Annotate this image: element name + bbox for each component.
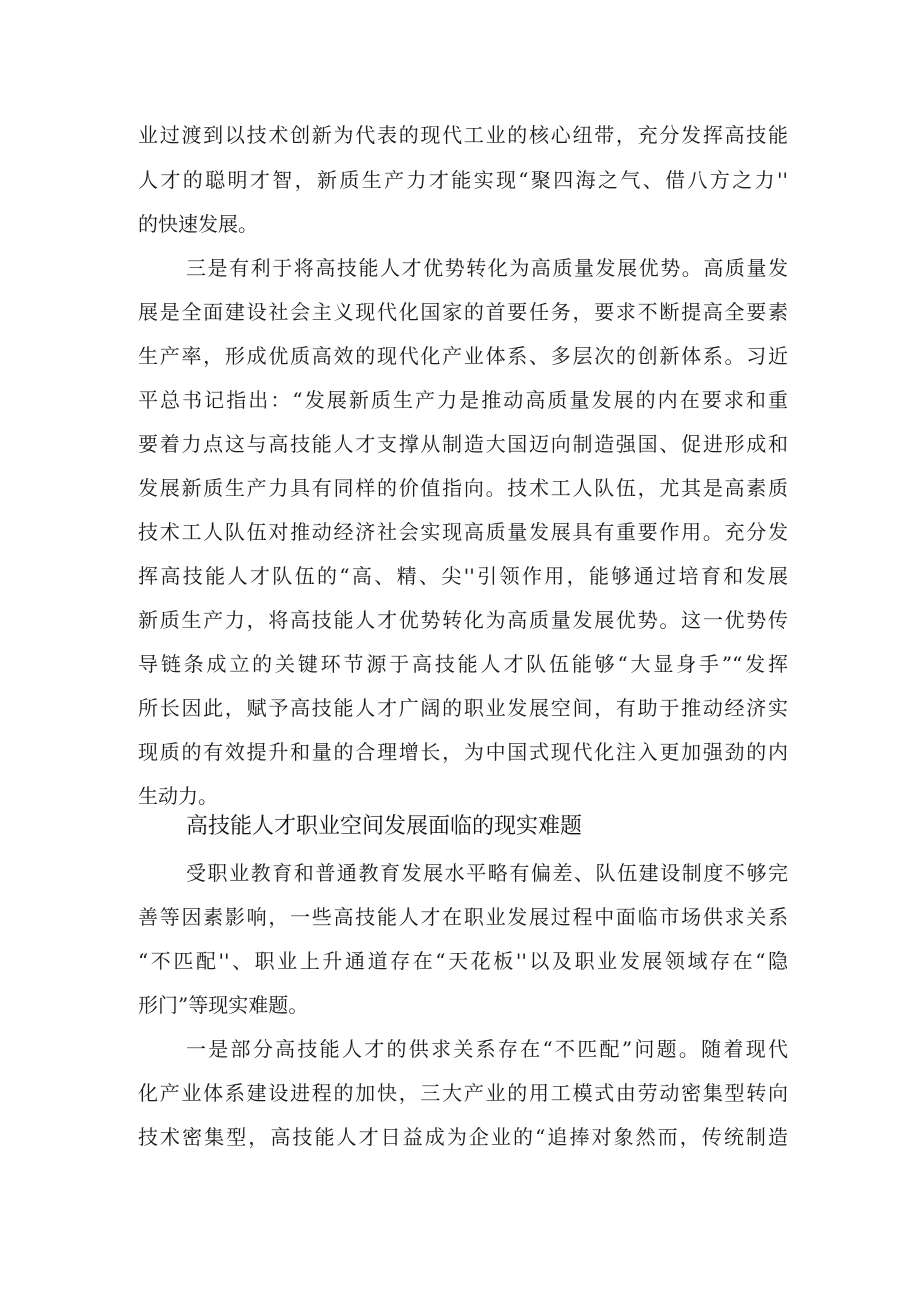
paragraph-1-line-2: 人才的聪明才智，新质生产力才能实现“聚四海之气、借八方之力'' (138, 168, 788, 192)
paragraph-2-line-9: 新质生产力，将高技能人才优势转化为高质量发展优势。这一优势传 (138, 608, 788, 632)
paragraph-2-line-3: 生产率，形成优质高效的现代化产业体系、多层次的创新体系。习近 (138, 344, 788, 368)
paragraph-4-line-3: 技术密集型，高技能人才日益成为企业的“追捧对象然而，传统制造 (138, 1125, 788, 1149)
paragraph-2-line-7: 技术工人队伍对推动经济社会实现高质量发展具有重要作用。充分发 (138, 520, 788, 544)
section-heading: 高技能人才职业空间发展面临的现实难题 (186, 814, 583, 839)
paragraph-2-line-11: 所长因此，赋予高技能人才广阔的职业发展空间，有助于推动经济实 (138, 696, 788, 720)
paragraph-3-line-2: 善等因素影响，一些高技能人才在职业发展过程中面临市场供求关系 (138, 905, 788, 929)
paragraph-1-line-1: 业过渡到以技术创新为代表的现代工业的核心纽带，充分发挥高技能 (138, 123, 788, 147)
paragraph-1-line-3: 的快速发展。 (138, 212, 258, 236)
paragraph-4-line-1: 一是部分高技能人才的供求关系存在“不匹配”问题。随着现代 (186, 1037, 788, 1061)
paragraph-3-line-4: 形门”等现实难题。 (138, 993, 309, 1017)
paragraph-2-line-8: 挥高技能人才队伍的“高、精、尖''引领作用，能够通过培育和发展 (138, 564, 788, 588)
paragraph-2-line-1: 三是有利于将高技能人才优势转化为高质量发展优势。高质量发 (186, 256, 788, 280)
paragraph-2-line-2: 展是全面建设社会主义现代化国家的首要任务，要求不断提高全要素 (138, 300, 788, 324)
paragraph-4-line-2: 化产业体系建设进程的加快，三大产业的用工模式由劳动密集型转向 (138, 1081, 788, 1105)
paragraph-2-line-4: 平总书记指出：“发展新质生产力是推动高质量发展的内在要求和重 (138, 388, 788, 412)
paragraph-3-line-3: “不匹配''、职业上升通道存在“天花板''以及职业发展领域存在“隐 (138, 949, 788, 973)
paragraph-2-line-6: 发展新质生产力具有同样的价值指向。技术工人队伍，尤其是高素质 (138, 476, 788, 500)
paragraph-2-line-12: 现质的有效提升和量的合理增长，为中国式现代化注入更加强劲的内 (138, 740, 788, 764)
paragraph-2-line-5: 要着力点这与高技能人才支撑从制造大国迈向制造强国、促进形成和 (138, 432, 788, 456)
paragraph-2-line-13: 生动力。 (138, 784, 218, 808)
paragraph-2-line-10: 导链条成立的关键环节源于高技能人才队伍能够“大显身手”“发挥 (138, 652, 788, 676)
paragraph-3-line-1: 受职业教育和普通教育发展水平略有偏差、队伍建设制度不够完 (186, 861, 788, 885)
